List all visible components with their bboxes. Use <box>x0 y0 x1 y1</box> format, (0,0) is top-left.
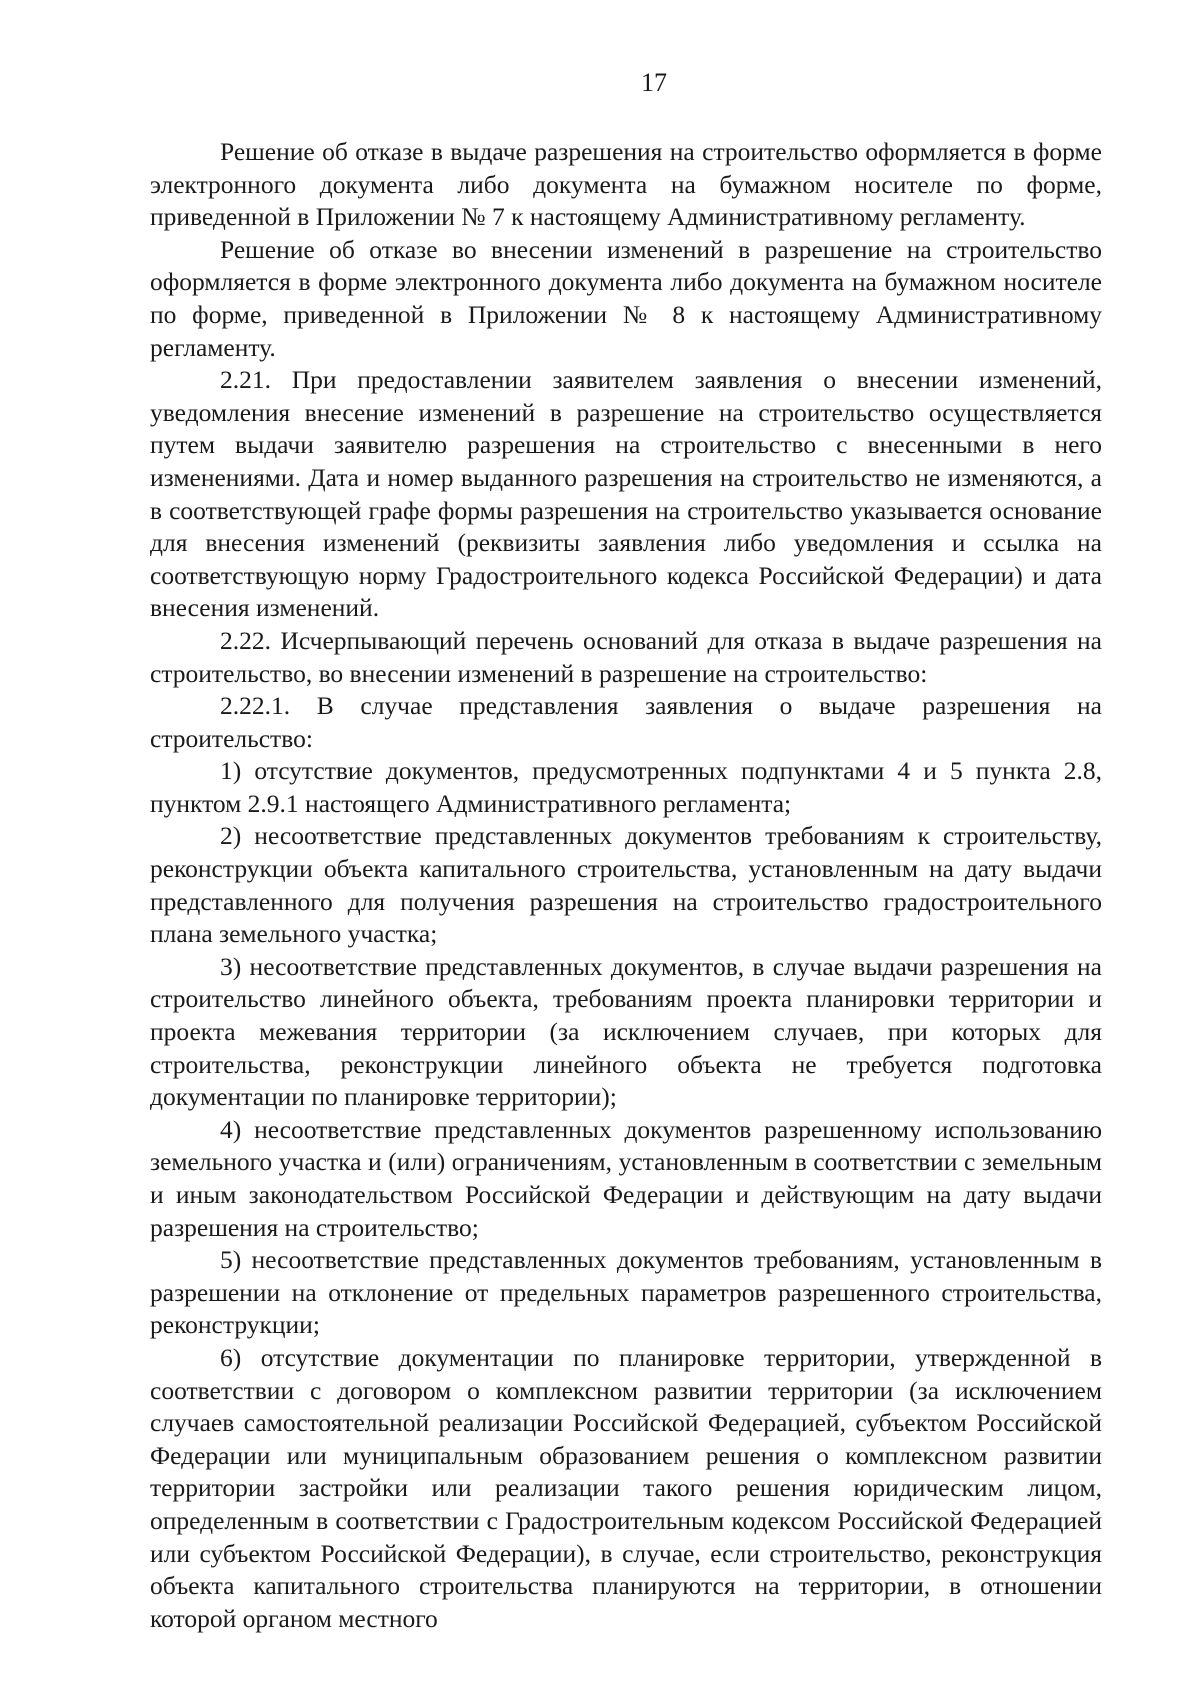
paragraph-2-21: 2.21. При предоставлении заявителем заявления о внесении изменений, уведомления внесение изменений в разрешение на строительство осуществляется путем выдачи заявителю разрешения на строительство с внесенными в него изменениями. Дата и номер выданного разрешения на строительство не изменяются, а в соответствующей графе формы разрешения на строительство указывается основание для внесения изменений (реквизиты заявления либо уведомления и ссылка на соответствующую норму Градостроительного кодекса Российской Федерации) и дата внесения изменений. <box>150 365 1102 623</box>
list-item-3: 3) несоответствие представленных документов, в случае выдачи разрешения на строительство линейного объекта, требованиям проекта планировки территории и проекта межевания территории (за исключением случаев, при которых для строительства, реконструкции линейного объекта не требуется подготовка документации по планировке территории); <box>150 951 1102 1112</box>
document-body <box>150 136 1102 1635</box>
list-item-4: 4) несоответствие представленных документов разрешенному использованию земельного участка и (или) ограничениям, установленным в соответствии с земельным и иным законодательством Российской Федерации и действующим на дату выдачи разрешения на строительство; <box>150 1114 1102 1242</box>
paragraph-refusal-changes-form: Решение об отказе во внесении изменений в разрешение на строительство оформляется в форме электронного документа либо документа на бумажном носителе по форме, приведенной в Приложении № 8 к настоящему Административному регламенту. <box>150 234 1102 362</box>
paragraph-2-22: 2.22. Исчерпывающий перечень оснований для отказа в выдаче разрешения на строительство, во внесении изменений в разрешение на строительство: <box>150 625 1102 688</box>
list-item-2: 2) несоответствие представленных документов требованиям к строительству, реконструкции объекта капитального строительства, установленным на дату выдачи представленного для получения разрешения на строительство градостроительного плана земельного участка; <box>150 821 1102 949</box>
list-item-5: 5) несоответствие представленных документов требованиям, установленным в разрешении на отклонение от предельных параметров разрешенного строительства, реконструкции; <box>150 1245 1102 1340</box>
list-item-1: 1) отсутствие документов, предусмотренных подпунктами 4 и 5 пункта 2.8, пунктом 2.9.1 настоящего Административного регламента; <box>150 756 1102 818</box>
paragraph-refusal-permit-form: Решение об отказе в выдаче разрешения на строительство оформляется в форме электронного документа либо документа на бумажном носителе по форме, приведенной в Приложении № 7 к настоящему Административному регламенту. <box>150 137 1102 232</box>
page-number: 17 <box>641 68 667 97</box>
list-item-6: 6) отсутствие документации по планировке территории, утвержденной в соответствии с договором о комплексном развитии территории (за исключением случаев самостоятельной реализации Российской Федерацией, субъектом Российской Федерации или муниципальным образованием решения о комплексном развитии территории застройки или реализации такого решения юридическим лицом, определенным в соответствии с Градостроительным кодексом Российской Федерацией или субъектом Российской Федерации), в случае, если строительство, реконструкция объекта капитального строительства планируются на территории, в отношении которой органом местного <box>150 1342 1102 1633</box>
paragraph-2-22-1: 2.22.1. В случае представления заявления о выдаче разрешения на строительство: <box>150 691 1102 753</box>
